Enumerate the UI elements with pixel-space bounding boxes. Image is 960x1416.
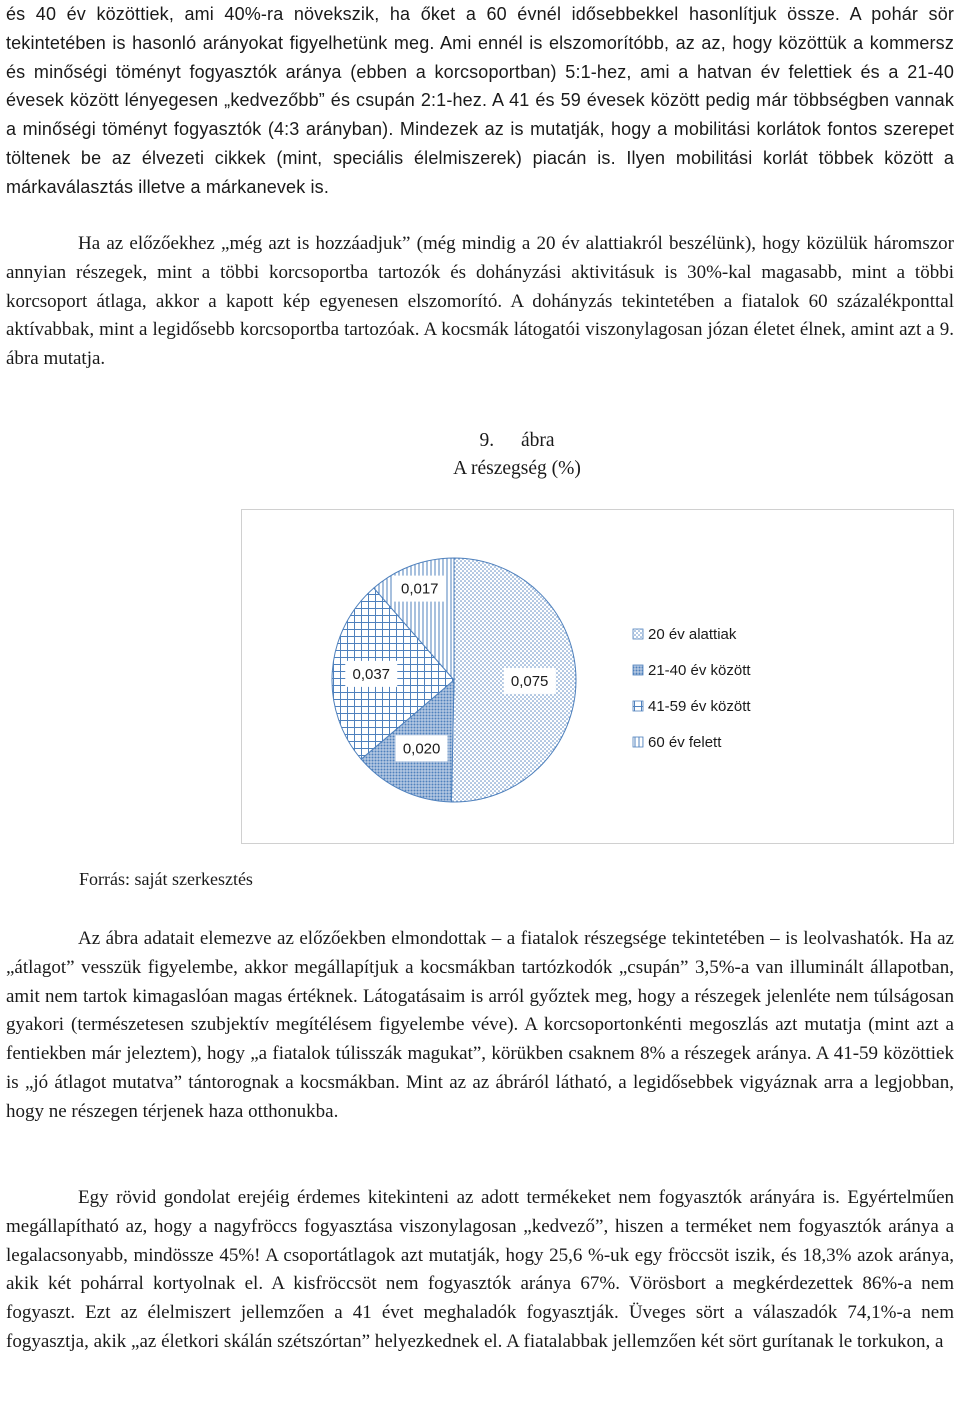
figure-number: 9. ábra [479,430,555,451]
paragraph-3: Az ábra adatait elemezve az előzőekben elmondottak – a fiatalok részegsége tekintetében – is leolvashatók. Ha az „átlagot” vesszük figyelembe, akkor megállapítjuk a kocsmákban tartózkodók „csupán” 3,5%-a van illuminált állapotban, amit nem tartok kimagaslóan magas értéknek. Látogatásaim is arról győztek meg, hogy a részegek jelenléte nem túlságosan gyakori (természetesen szubjektív megítélésem figyelembe véve). A korcsoportonkénti megoszlás azt mutatja (mint azt a fentiekben már jeleztem), hogy „a fiatalok túlisszák magukat”, körükben csaknem 8% a részegek aránya. A 41-59 közöttiek is „jó átlagot mutatva” tántorognak a kocsmákban. Mint az az ábráról látható, a legidősebbek vigyáznak arra a legjobban, hogy ne részegen térjenek haza otthonukba. [6,928,954,1122]
legend-swatch-60-v-felett [633,737,643,747]
paragraph-1: és 40 év közöttiek, ami 40%-ra növekszik, ha őket a 60 évnél idősebbekkel hasonlítjuk össze. A pohár sör tekintetében is hasonló arányokat figyelhetünk meg. Ami ennél is elszomorítóbb, az az, hogy közöttük a kommersz és minőségi töményt fogyasztók aránya (ebben a korcsoportban) 5:1-hez, ami a hatvan év felettiek és a 21-40 évesek között lényegesen „kedvezőbb” és csupán 2:1-hez. A 41 és 59 évesek között pedig már többségben vannak a minőségi töményt fogyasztók (4:3 arányban). Mindezek az is mutatják, hogy a mobilitási korlátok fontos szerepet töltenek be az élvezeti cikkek (mint, speciális élelmiszerek) piacán is. Ilyen mobilitási korlát többek között a márkaválasztás illetve a márkanevek is. [6,4,954,197]
data-label-20-v-alattiak: 0,075 [510,672,549,690]
pie-chart [242,510,953,843]
paragraph-4: Egy rövid gondolat erejéig érdemes kitekinteni az adott termékeket nem fogyasztók arányára is. Egyértelműen megállapítható az, hogy a nagyfröccs fogyasztása viszonylagosan „kedvező”, hiszen a terméket nem fogyasztók aránya a legalacsonyabb, mindössze 45%! A csoportátlagok azt mutatják, hogy 25,6 %-uk egy fröccsöt iszik, és 18,3% azok aránya, akik két pohárral kortyolnak el. A kisfröccsöt nem fogyasztók aránya 67%. Vörösbort a megkérdezettek 86%-a nem fogyaszt. Ezt az élelmiszert jellemzően a 41 évet meghaladók fogyasztják. Üveges sört a válaszadók 74,1%-a nem fogyasztja, akik „az életkori skálán szétszórtan” helyezkednek el. A fiatalabbak jellemzően két sört gurítanak le torkukon, a [6,1187,954,1352]
paragraph-2: Ha az előzőekhez „még azt is hozzáadjuk” (még mindig a 20 év alattiakról beszélünk), hogy közülük háromszor annyian részegek, mint a többi korcsoportba tartozók és dohányzási aktivitásuk is 30%-kal magasabb, mint a többi korcsoport átlaga, akkor a kapott kép egyenesen elszomorító. A dohányzás tekintetében a fiatalok 60 százalékponttal aktívabbak, mint a legidősebb korcsoportba tartozóak. A kocsmák látogatói viszonylagosan józan életet élnek, amint azt a 9. ábra mutatja. [6,233,954,370]
legend-label-21-40-v-k-z-tt: 21-40 év között [648,662,751,679]
data-label-41-59-v-k-z-tt: 0,037 [352,665,391,683]
legend-label-60-v-felett: 60 év felett [648,734,722,751]
data-label-21-40-v-k-z-tt: 0,020 [402,740,441,758]
legend-swatch-20-v-alattiak [633,629,643,639]
pie-chart-frame [241,509,954,844]
legend-swatch-21-40-v-k-z-tt [633,665,643,675]
figure-source: Forrás: saját szerkesztés [79,869,253,889]
figure-title: A részegség (%) [453,458,581,479]
legend-label-20-v-alattiak: 20 év alattiak [648,626,737,643]
legend-swatch-41-59-v-k-z-tt [633,701,643,711]
data-label-60-v-felett: 0,017 [400,580,439,598]
legend-label-41-59-v-k-z-tt: 41-59 év között [648,698,751,715]
